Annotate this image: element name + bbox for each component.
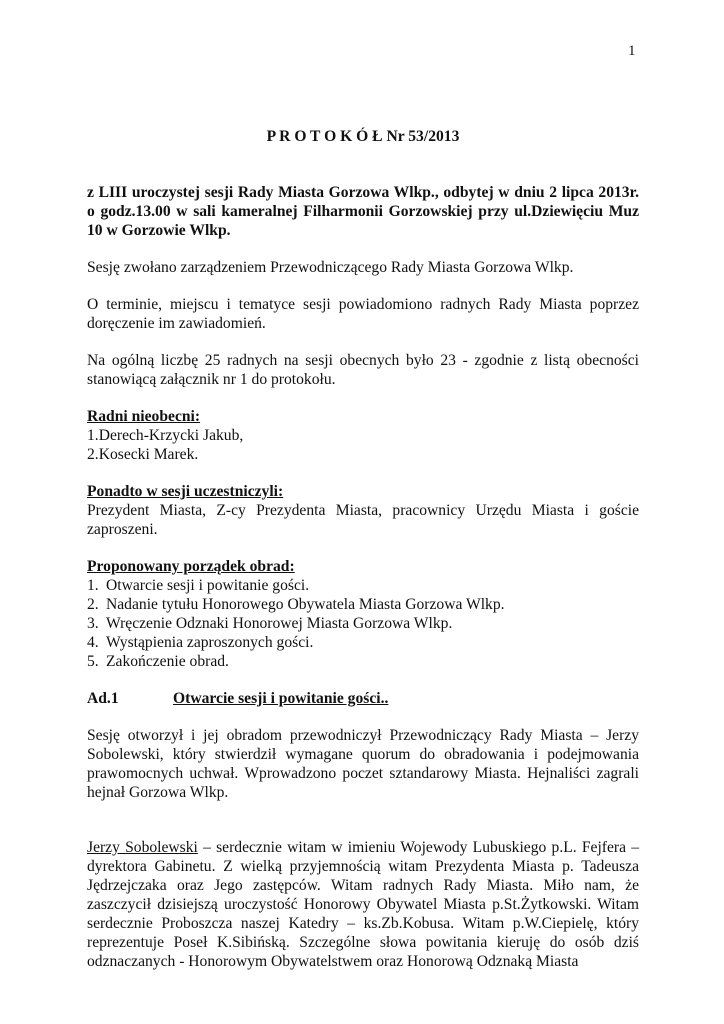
participants-section: [87, 482, 639, 539]
ad1-title: Otwarcie sesji i powitanie gości..: [173, 690, 389, 707]
agenda-item-number: 4.: [87, 634, 99, 651]
absent-councillors: [87, 407, 639, 464]
agenda-item-text: Zakończenie obrad.: [106, 653, 229, 670]
agenda-item-text: Otwarcie sesji i powitanie gości.: [106, 577, 310, 594]
speech-text: – serdecznie witam w imieniu Wojewody Lubuskiego p.L. Fejfera – dyrektora Gabinetu. Z wielką przyjemnością witam Prezydenta Miasta p. Tadeusza Jędrzejczaka oraz Jego zastępców. Witam radnych Rady Miasta. Miło nam, że zaszczycił dzisiejszą uroczystość Honorowy Obywatel Miasta p.St.Żytkowski. Witam serdecznie Proboszcza naszej Katedry – ks.Zb.Kobusa. Witam p.W.Ciepielę, który reprezentuje Poseł K.Sibińską. Szczególne słowa powitania kieruję do osób dziś odznaczanych - Honorowym Obywatelstwem oraz Honorową Odznaką Miasta: [87, 839, 640, 970]
session-heading: z LIII uroczystej sesji Rady Miasta Gorzowa Wlkp., odbytej w dniu 2 lipca 2013r. o godz.13.00 w sali kameralnej Filharmonii Gorzowskiej przy ul.Dziewięciu Muz 10 w Gorzowie Wlkp.: [87, 184, 639, 239]
paragraph-notification: O terminie, miejscu i tematyce sesji powiadomiono radnych Rady Miasta poprzez doręczenie im zawiadomień.: [87, 296, 639, 332]
agenda-item: [87, 652, 639, 671]
agenda-item: [87, 595, 639, 614]
agenda-item-text: Wystąpienia zaproszonych gości.: [106, 634, 314, 651]
document-title: P R O T O K Ó Ł Nr 53/2013: [266, 128, 460, 145]
paragraph-convening: Sesję zwołano zarządzeniem Przewodniczącego Rady Miasta Gorzowa Wlkp.: [87, 259, 574, 276]
page-number: 1: [628, 43, 636, 59]
agenda-item-number: 1.: [87, 577, 99, 594]
paragraph-attendance: Na ogólną liczbę 25 radnych na sesji obecnych było 23 - zgodnie z listą obecności stanowiącą załącznik nr 1 do protokołu.: [87, 352, 639, 388]
ad1-paragraph: Sesję otworzył i jej obradom przewodniczył Przewodniczący Rady Miasta – Jerzy Sobolewski, który stwierdził wymagane quorum do obradowania i podejmowania prawomocnych uchwał. Wprowadzono poczet sztandarowy Miasta. Hejnaliści zagrali hejnał Gorzowa Wlkp.: [87, 727, 639, 801]
agenda-item-text: Wręczenie Odznaki Honorowej Miasta Gorzowa Wlkp.: [106, 615, 453, 632]
agenda-list: [87, 576, 639, 671]
agenda-item-text: Nadanie tytułu Honorowego Obywatela Miasta Gorzowa Wlkp.: [106, 596, 505, 613]
agenda-item: [87, 614, 639, 633]
absent-item: 1.Derech-Krzycki Jakub,: [87, 427, 244, 444]
absent-item: 2.Kosecki Marek.: [87, 446, 199, 463]
agenda-item: [87, 576, 639, 595]
agenda-title: Proponowany porządek obrad:: [87, 558, 295, 575]
agenda-section: [87, 557, 639, 671]
agenda-item-number: 3.: [87, 615, 99, 632]
agenda-item-number: 2.: [87, 596, 99, 613]
absent-title: Radni nieobecni:: [87, 408, 201, 425]
document-body: [87, 127, 639, 989]
participants-text: Prezydent Miasta, Z-cy Prezydenta Miasta, pracownicy Urzędu Miasta i goście zaproszeni.: [87, 502, 639, 538]
ad1-heading: [87, 689, 639, 708]
agenda-item: [87, 633, 639, 652]
agenda-item-number: 5.: [87, 653, 99, 670]
ad1-number: Ad.1: [87, 690, 119, 707]
speaker-name: Jerzy Sobolewski: [87, 839, 198, 856]
participants-title: Ponadto w sesji uczestniczyli:: [87, 483, 284, 500]
speech-paragraph: [87, 838, 639, 971]
